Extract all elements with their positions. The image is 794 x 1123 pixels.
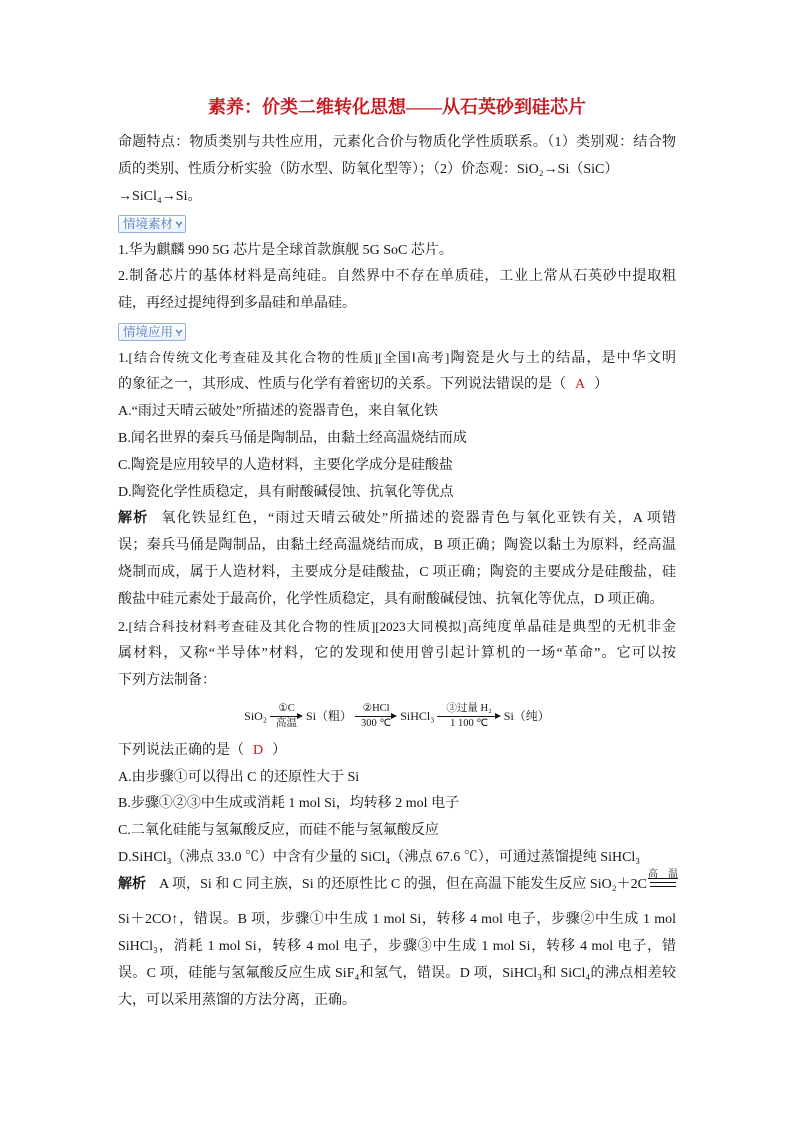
arrow-icon xyxy=(355,716,392,717)
reaction-arrow-step-3 xyxy=(437,703,500,730)
question-2-analysis-line: 大，可以采用蒸馏的方法分离，正确。 xyxy=(118,992,356,1008)
question-1-option-c: C.陶瓷是应用较早的人造材料，主要化学成分是硅酸盐 xyxy=(118,457,453,473)
chevron-down-icon xyxy=(175,219,183,229)
question-1-option-d: D.陶瓷化学性质稳定，具有耐酸碱侵蚀、抗氧化等优点 xyxy=(118,484,454,500)
question-stem-text: 的象征之一，其形成、性质与化学有着密切的关系。下列说法错误的是（ xyxy=(118,377,566,393)
question-1-option-b: B.闻名世界的秦兵马俑是陶制品，由黏土经高温烧结而成 xyxy=(118,430,467,446)
equation-condition-arrow xyxy=(648,869,678,887)
question-2-analysis-line: 误。C 项，硅能与氢氟酸反应生成 SiF₄和氢气，错误。D 项，SiHCl₃和 SiCl₄的沸点相差较 xyxy=(118,965,676,981)
question-1-stem xyxy=(118,345,676,372)
reaction-arrow-step-2 xyxy=(355,703,397,730)
arrow-icon xyxy=(270,716,298,717)
reaction-arrow-step-1 xyxy=(270,703,303,730)
question-1-analysis-line xyxy=(118,506,676,533)
arrow-reagent: ①C xyxy=(278,702,295,714)
reactant: SiO₂ xyxy=(244,709,268,724)
analysis-label: 解析 xyxy=(118,877,147,893)
question-2-analysis-line: Si＋2CO↑，错误。B 项，步骤①中生成 1 mol Si，转移 4 mol 电子，步骤②中生成 1 mol xyxy=(118,912,676,928)
page-title: 素养：价类二维转化思想——从石英砂到硅芯片 xyxy=(208,97,586,117)
answer-letter: D xyxy=(253,742,264,758)
analysis-text: A 项，Si 和 C 同主族，Si 的还原性比 C 的强，但在高温下能发生反应 SiO₂＋2C xyxy=(159,877,647,893)
section-tag-label: 情境应用 xyxy=(123,324,174,339)
material-item: 1.华为麒麟 990 5G 芯片是全球首款旗舰 5G SoC 芯片。 xyxy=(118,242,453,258)
question-1-stem xyxy=(118,372,676,399)
product: Si（纯） xyxy=(503,709,550,724)
question-prompt-text: 下列说法正确的是（ xyxy=(118,742,244,758)
question-1-analysis-line: 酸盐中硅元素处于最高价，化学性质稳定，具有耐酸碱侵蚀、抗氧化等优点，D 项正确。 xyxy=(118,592,664,608)
material-item: 2.制备芯片的基体材料是高纯硅。自然界中不存在单质硅，工业上常从石英砂中提取粗 xyxy=(118,269,676,285)
reaction-scheme xyxy=(118,695,676,738)
section-tag-label: 情境素材 xyxy=(123,217,174,232)
question-stem-text: 陶瓷是火与土的结晶，是中华文明 xyxy=(449,351,676,367)
question-2-analysis-line: SiHCl₃，消耗 1 mol Si，转移 4 mol 电子，步骤③中生成 1 mol Si，转移 4 mol 电子，错 xyxy=(118,938,676,954)
question-2-stem: 属材料，又称“半导体”材料，它的发现和使用曾引起计算机的一场“革命”。它可以按 xyxy=(118,645,676,661)
question-1-option-a: A.“雨过天晴云破处”所描述的瓷器青色，来自氧化铁 xyxy=(118,403,439,419)
analysis-label: 解析 xyxy=(118,511,149,527)
question-1-analysis-line: 误；秦兵马俑是陶制品，由黏土经高温烧结而成，B 项正确；陶瓷以黏土为原料，经高温 xyxy=(118,538,676,554)
arrow-reagent: ③过量 H₂ xyxy=(446,702,492,714)
question-2-option-b: B.步骤①②③中生成或消耗 1 mol Si，均转移 2 mol 电子 xyxy=(118,796,460,812)
equation-condition: 高温 xyxy=(648,869,678,881)
question-prompt-end: ） xyxy=(272,742,287,758)
arrow-condition: 高温 xyxy=(276,717,298,729)
arrow-condition: 300 ℃ xyxy=(361,717,392,729)
intro-line: 命题特点：物质类别与共性应用，元素化合价与物质化学性质联系。（1）类别观：结合物 xyxy=(118,135,676,150)
analysis-text: 氧化铁显红色，“雨过天晴云破处”所描述的瓷器青色与氧化亚铁有关，A 项错 xyxy=(161,511,677,527)
question-2-prompt xyxy=(118,738,676,765)
question-number: 2. xyxy=(118,620,129,636)
section-tag-row xyxy=(118,211,676,238)
arrow-icon xyxy=(437,716,495,717)
intro-line: →SiCl₄→Si。 xyxy=(118,188,202,204)
intro-line: 质的类别、性质分析实验（防水型、防氧化型等）；（2）价态观：SiO₂→Si（SiC） xyxy=(118,161,619,177)
material-item: 硅，再经过提纯得到多晶硅和单晶硅。 xyxy=(118,296,356,312)
arrow-reagent: ②HCl xyxy=(362,702,390,714)
arrow-condition: 1 100 ℃ xyxy=(450,717,489,729)
product: Si（粗） xyxy=(306,709,353,724)
question-source: [结合科技材料考查硅及其化合物的性质][2023大同模拟] xyxy=(128,619,467,635)
section-tag-material xyxy=(118,215,186,233)
answer-letter: A xyxy=(575,377,586,393)
question-stem-end: ） xyxy=(594,377,609,393)
question-2-option-a: A.由步骤①可以得出 C 的还原性大于 Si xyxy=(118,769,360,785)
section-tag-application xyxy=(118,323,186,341)
question-2-stem xyxy=(118,614,676,641)
question-2-option-d: D.SiHCl₃（沸点 33.0 ℃）中含有少量的 SiCl₄（沸点 67.6 ℃），可通过蒸馏提纯 SiHCl₃ xyxy=(118,850,641,866)
question-number: 1. xyxy=(118,351,129,367)
question-2-stem: 下列方法制备： xyxy=(118,672,216,688)
product: SiHCl₃ xyxy=(400,709,435,724)
question-stem-text: 高纯度单晶硅是典型的无机非金 xyxy=(466,620,676,636)
chevron-down-icon xyxy=(175,327,183,337)
question-1-analysis-line: 烧制而成，属于人造材料，主要成分是硅酸盐，C 项正确；陶瓷的主要成分是硅酸盐，硅 xyxy=(118,565,676,581)
content-body xyxy=(118,130,676,1015)
question-2-option-c: C.二氧化硅能与氢氟酸反应，而硅不能与氢氟酸反应 xyxy=(118,823,439,839)
question-2-analysis-line xyxy=(118,869,678,899)
question-source: [结合传统文化考查硅及其化合物的性质][全国Ⅰ高考] xyxy=(128,350,450,366)
section-tag-row xyxy=(118,318,676,345)
